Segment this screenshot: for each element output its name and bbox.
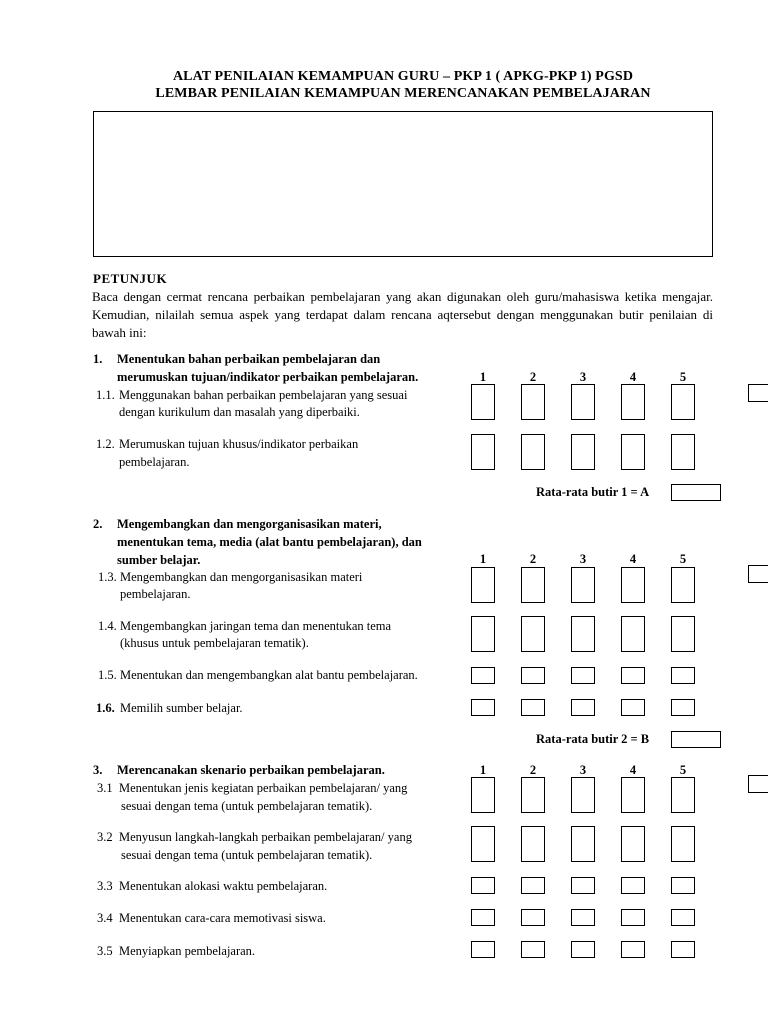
score-checkbox-1[interactable]: [471, 699, 495, 716]
form-title: ALAT PENILAIAN KEMAMPUAN GURU – PKP 1 ( APKG-PKP 1) PGSD: [172, 69, 634, 84]
item-number: 3.4: [97, 911, 113, 925]
scale-header-3: 3: [579, 370, 587, 384]
score-checkbox-2[interactable]: [521, 616, 545, 652]
item-number: 1.2.: [96, 437, 115, 451]
item-number: 3.3: [97, 879, 113, 893]
average-label-b: Rata-rata butir 2 = B: [536, 732, 650, 746]
score-checkbox-1[interactable]: [471, 941, 495, 958]
item-line: pembelajaran.: [120, 587, 191, 601]
scale-header-3: 3: [579, 763, 587, 777]
section-3-number: 3.: [93, 763, 103, 777]
score-checkbox-5[interactable]: [671, 667, 695, 684]
score-checkbox-5[interactable]: [671, 384, 695, 420]
section-2-title-line-1: Mengembangkan dan mengorganisasikan materi,: [117, 517, 382, 531]
score-checkbox-3[interactable]: [571, 699, 595, 716]
item-line: Menentukan dan mengembangkan alat bantu pembelajaran.: [120, 668, 418, 682]
item-line: Merumuskan tujuan khusus/indikator perbaikan: [119, 437, 359, 451]
item-number: 1.1.: [96, 388, 115, 402]
score-checkbox-5[interactable]: [671, 567, 695, 603]
score-checkbox-5[interactable]: [671, 699, 695, 716]
section-score-box[interactable]: [748, 384, 768, 402]
item-line: pembelajaran.: [119, 455, 190, 469]
score-checkbox-2[interactable]: [521, 909, 545, 926]
score-checkbox-4[interactable]: [621, 877, 645, 894]
item-line: Menggunakan bahan perbaikan pembelajaran yang sesuai: [119, 388, 408, 402]
score-checkbox-4[interactable]: [621, 667, 645, 684]
score-checkbox-5[interactable]: [671, 777, 695, 813]
score-checkbox-3[interactable]: [571, 567, 595, 603]
item-line: dengan kurikulum dan masalah yang diperbaiki.: [119, 405, 360, 419]
item-number: 1.5.: [98, 668, 117, 682]
score-checkbox-2[interactable]: [521, 434, 545, 470]
scale-header-5: 5: [679, 763, 687, 777]
scale-header-3: 3: [579, 552, 587, 566]
score-checkbox-5[interactable]: [671, 434, 695, 470]
score-checkbox-1[interactable]: [471, 877, 495, 894]
score-checkbox-5[interactable]: [671, 941, 695, 958]
form-subtitle: LEMBAR PENILAIAN KEMAMPUAN MERENCANAKAN PEMBELAJARAN: [155, 86, 651, 101]
score-checkbox-1[interactable]: [471, 384, 495, 420]
item-line: Menentukan alokasi waktu pembelajaran.: [119, 879, 328, 893]
score-checkbox-3[interactable]: [571, 777, 595, 813]
average-label-a: Rata-rata butir 1 = A: [536, 485, 650, 499]
score-checkbox-3[interactable]: [571, 384, 595, 420]
score-checkbox-1[interactable]: [471, 777, 495, 813]
section-2-title-line-3: sumber belajar.: [117, 553, 201, 567]
average-input-b[interactable]: [671, 731, 721, 748]
score-checkbox-4[interactable]: [621, 384, 645, 420]
item-number: 1.6.: [96, 701, 115, 715]
score-checkbox-5[interactable]: [671, 616, 695, 652]
scale-header-2: 2: [529, 370, 537, 384]
score-checkbox-4[interactable]: [621, 616, 645, 652]
identity-box[interactable]: [93, 111, 713, 257]
scale-header-4: 4: [629, 552, 637, 566]
section-score-box[interactable]: [748, 565, 768, 583]
score-checkbox-2[interactable]: [521, 877, 545, 894]
score-checkbox-3[interactable]: [571, 941, 595, 958]
score-checkbox-5[interactable]: [671, 877, 695, 894]
item-line: (khusus untuk pembelajaran tematik).: [120, 636, 309, 650]
scale-header-1: 1: [479, 552, 487, 566]
score-checkbox-3[interactable]: [571, 909, 595, 926]
section-score-box[interactable]: [748, 775, 768, 793]
score-checkbox-4[interactable]: [621, 434, 645, 470]
item-line: Mengembangkan dan mengorganisasikan materi: [120, 570, 363, 584]
score-checkbox-3[interactable]: [571, 826, 595, 862]
scale-header-2: 2: [529, 552, 537, 566]
scale-header-1: 1: [479, 763, 487, 777]
score-checkbox-4[interactable]: [621, 699, 645, 716]
item-line: Memilih sumber belajar.: [120, 701, 243, 715]
score-checkbox-2[interactable]: [521, 384, 545, 420]
score-checkbox-3[interactable]: [571, 877, 595, 894]
scale-header-5: 5: [679, 370, 687, 384]
score-checkbox-1[interactable]: [471, 826, 495, 862]
score-checkbox-1[interactable]: [471, 909, 495, 926]
score-checkbox-5[interactable]: [671, 909, 695, 926]
score-checkbox-4[interactable]: [621, 909, 645, 926]
score-checkbox-2[interactable]: [521, 826, 545, 862]
score-checkbox-4[interactable]: [621, 826, 645, 862]
scale-header-4: 4: [629, 763, 637, 777]
score-checkbox-2[interactable]: [521, 941, 545, 958]
score-checkbox-3[interactable]: [571, 434, 595, 470]
section-1-title-line-1: Menentukan bahan perbaikan pembelajaran dan: [117, 352, 381, 366]
section-2-number: 2.: [93, 517, 103, 531]
average-input-a[interactable]: [671, 484, 721, 501]
score-checkbox-4[interactable]: [621, 941, 645, 958]
item-number: 1.4.: [98, 619, 117, 633]
item-line: sesuai dengan tema (untuk pembelajaran tematik).: [121, 799, 373, 813]
item-number: 3.2: [97, 830, 113, 844]
score-checkbox-2[interactable]: [521, 567, 545, 603]
item-line: Menyusun langkah-langkah perbaikan pembelajaran/ yang: [119, 830, 412, 844]
section-1-number: 1.: [93, 352, 103, 366]
score-checkbox-2[interactable]: [521, 667, 545, 684]
item-line: Menentukan cara-cara memotivasi siswa.: [119, 911, 326, 925]
petunjuk-text: Baca dengan cermat rencana perbaikan pembelajaran yang akan digunakan oleh guru/mahasiswa ketika mengajar. Kemudian, nilailah semua aspek yang terdapat dalam rencana aqtersebut dengan menggunakan butir penilaian di bawah ini:: [92, 289, 713, 340]
scale-header-5: 5: [679, 552, 687, 566]
section-2-title-line-2: menentukan tema, media (alat bantu pembelajaran), dan: [117, 535, 422, 549]
score-checkbox-4[interactable]: [621, 567, 645, 603]
item-line: Menentukan jenis kegiatan perbaikan pembelajaran/ yang: [119, 781, 408, 795]
score-checkbox-1[interactable]: [471, 567, 495, 603]
score-checkbox-1[interactable]: [471, 434, 495, 470]
score-checkbox-3[interactable]: [571, 667, 595, 684]
item-line: Menyiapkan pembelajaran.: [119, 944, 256, 958]
item-number: 3.5: [97, 944, 113, 958]
item-number: 3.1: [97, 781, 113, 795]
score-checkbox-3[interactable]: [571, 616, 595, 652]
section-3-title-line-1: Merencanakan skenario perbaikan pembelajaran.: [117, 763, 385, 777]
item-line: sesuai dengan tema (untuk pembelajaran tematik).: [121, 848, 373, 862]
score-checkbox-2[interactable]: [521, 699, 545, 716]
section-1-title-line-2: merumuskan tujuan/indikator perbaikan pembelajaran.: [117, 370, 419, 384]
score-checkbox-5[interactable]: [671, 826, 695, 862]
item-line: Mengembangkan jaringan tema dan menentukan tema: [120, 619, 392, 633]
scale-header-4: 4: [629, 370, 637, 384]
scale-header-1: 1: [479, 370, 487, 384]
scale-header-2: 2: [529, 763, 537, 777]
score-checkbox-1[interactable]: [471, 667, 495, 684]
petunjuk-heading: PETUNJUK: [93, 271, 168, 286]
score-checkbox-2[interactable]: [521, 777, 545, 813]
item-number: 1.3.: [98, 570, 117, 584]
score-checkbox-4[interactable]: [621, 777, 645, 813]
score-checkbox-1[interactable]: [471, 616, 495, 652]
